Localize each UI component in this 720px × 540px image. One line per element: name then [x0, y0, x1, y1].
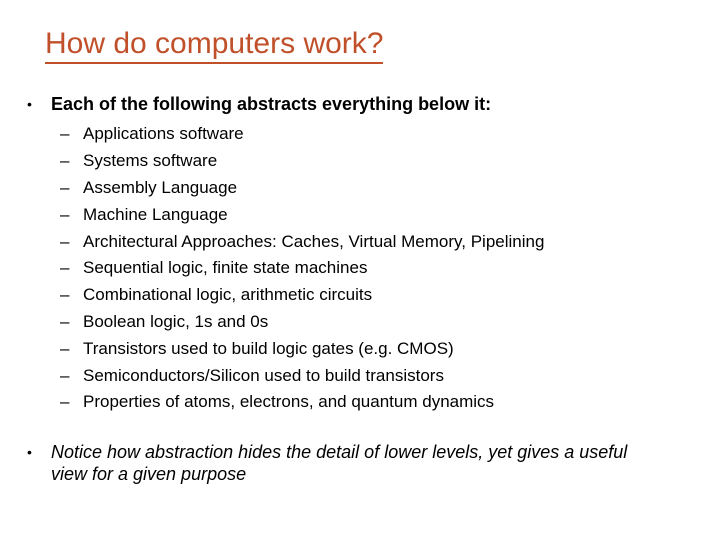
list-item	[60, 309, 544, 336]
list-item	[60, 175, 544, 202]
abstraction-levels-list	[60, 121, 544, 416]
list-item-text: Systems software	[83, 151, 218, 171]
dash: –	[60, 177, 70, 197]
list-item	[60, 121, 544, 148]
dash: –	[60, 151, 70, 171]
dash: –	[60, 204, 70, 224]
list-item	[60, 389, 544, 416]
dash: –	[60, 365, 70, 385]
list-item-text: Assembly Language	[83, 177, 238, 197]
list-item-text: Transistors used to build logic gates (e.g. CMOS)	[83, 338, 454, 358]
list-item	[60, 201, 544, 228]
dash: –	[60, 285, 70, 305]
bullet-dot: •	[27, 444, 32, 460]
list-item-text: Combinational logic, arithmetic circuits	[83, 285, 373, 305]
dash: –	[60, 338, 70, 358]
list-item-text: Machine Language	[83, 204, 228, 224]
list-item	[60, 362, 544, 389]
dash: –	[60, 124, 70, 144]
list-item-text: Sequential logic, finite state machines	[83, 258, 368, 278]
list-item-text: Architectural Approaches: Caches, Virtual Memory, Pipelining	[83, 231, 545, 251]
list-item	[60, 255, 544, 282]
slide-title: How do computers work?	[45, 26, 383, 64]
main-bullet-2	[27, 441, 651, 485]
dash: –	[60, 311, 70, 331]
list-item-text: Properties of atoms, electrons, and quantum dynamics	[83, 392, 495, 412]
dash: –	[60, 231, 70, 251]
main-bullet-1	[27, 93, 491, 115]
list-item-text: Boolean logic, 1s and 0s	[83, 311, 269, 331]
list-item	[60, 148, 544, 175]
dash: –	[60, 392, 70, 412]
list-item	[60, 335, 544, 362]
bullet-text-abstraction-levels: Each of the following abstracts everything below it:	[51, 94, 492, 114]
bullet-text-abstraction-note: Notice how abstraction hides the detail of lower levels, yet gives a useful view for a given purpose	[51, 442, 628, 484]
list-item-text: Applications software	[83, 124, 244, 144]
bullet-dot: •	[27, 96, 32, 112]
list-item	[60, 228, 544, 255]
list-item	[60, 282, 544, 309]
list-item-text: Semiconductors/Silicon used to build transistors	[83, 365, 444, 385]
dash: –	[60, 258, 70, 278]
